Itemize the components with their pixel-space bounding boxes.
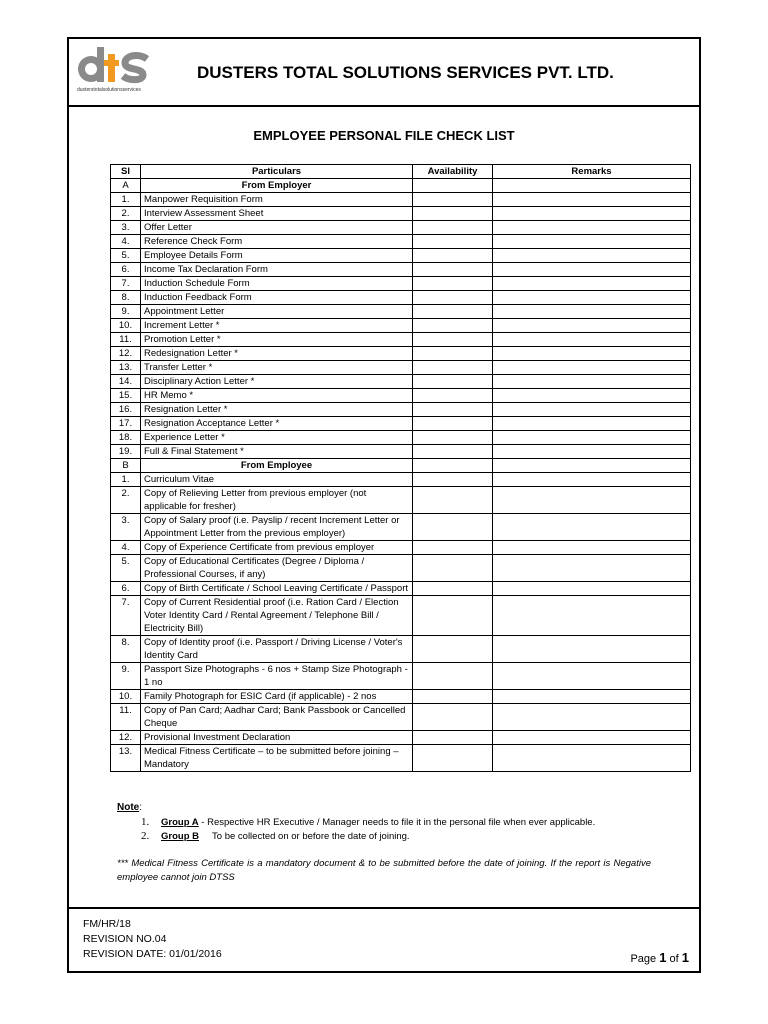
- availability-cell: [413, 361, 493, 375]
- table-row: [111, 704, 691, 731]
- row-number: 10.: [111, 319, 141, 333]
- availability-cell: [413, 487, 493, 514]
- page-indicator: Page 1 of 1: [630, 950, 689, 965]
- row-particulars: Promotion Letter *: [141, 333, 413, 347]
- row-particulars: Copy of Identity proof (i.e. Passport / Driving License / Voter's Identity Card: [141, 636, 413, 663]
- section-id: A: [111, 179, 141, 193]
- section-row-employee: [111, 459, 691, 473]
- row-number: 12.: [111, 347, 141, 361]
- remarks-cell: [493, 459, 691, 473]
- availability-cell: [413, 541, 493, 555]
- row-number: 13.: [111, 745, 141, 772]
- availability-cell: [413, 690, 493, 704]
- row-number: 11.: [111, 704, 141, 731]
- remarks-cell: [493, 235, 691, 249]
- remarks-cell: [493, 514, 691, 541]
- row-number: 17.: [111, 417, 141, 431]
- row-particulars: Family Photograph for ESIC Card (if applicable) - 2 nos: [141, 690, 413, 704]
- row-number: 12.: [111, 731, 141, 745]
- remarks-cell: [493, 333, 691, 347]
- table-row: [111, 249, 691, 263]
- remarks-cell: [493, 263, 691, 277]
- row-particulars: Experience Letter *: [141, 431, 413, 445]
- row-number: 18.: [111, 431, 141, 445]
- remarks-cell: [493, 417, 691, 431]
- row-number: 5.: [111, 249, 141, 263]
- table-row: [111, 347, 691, 361]
- table-row: [111, 745, 691, 772]
- row-number: 5.: [111, 555, 141, 582]
- remarks-cell: [493, 291, 691, 305]
- row-particulars: Employee Details Form: [141, 249, 413, 263]
- remarks-cell: [493, 473, 691, 487]
- availability-cell: [413, 514, 493, 541]
- row-particulars: Copy of Birth Certificate / School Leaving Certificate / Passport: [141, 582, 413, 596]
- row-particulars: Resignation Acceptance Letter *: [141, 417, 413, 431]
- remarks-cell: [493, 347, 691, 361]
- remarks-cell: [493, 249, 691, 263]
- table-row: [111, 582, 691, 596]
- table-header-row: [111, 165, 691, 179]
- row-particulars: Medical Fitness Certificate – to be submitted before joining – Mandatory: [141, 745, 413, 772]
- remarks-cell: [493, 663, 691, 690]
- row-particulars: Copy of Pan Card; Aadhar Card; Bank Passbook or Cancelled Cheque: [141, 704, 413, 731]
- row-number: 13.: [111, 361, 141, 375]
- row-number: 9.: [111, 663, 141, 690]
- document-footer: [69, 907, 699, 971]
- col-sl: Sl: [111, 165, 141, 179]
- row-number: 8.: [111, 636, 141, 663]
- table-row: [111, 555, 691, 582]
- row-particulars: Increment Letter *: [141, 319, 413, 333]
- document-header: [69, 39, 699, 107]
- row-particulars: Offer Letter: [141, 221, 413, 235]
- availability-cell: [413, 375, 493, 389]
- row-particulars: Redesignation Letter *: [141, 347, 413, 361]
- table-row: [111, 417, 691, 431]
- col-remarks: Remarks: [493, 165, 691, 179]
- checklist-body: [111, 179, 691, 772]
- section-title: From Employer: [141, 179, 413, 193]
- table-row: [111, 690, 691, 704]
- row-particulars: Copy of Current Residential proof (i.e. Ration Card / Election Voter Identity Card / Rental Agreement / Telephone Bill / Electricity Bill): [141, 596, 413, 636]
- availability-cell: [413, 704, 493, 731]
- row-particulars: Copy of Experience Certificate from previous employer: [141, 541, 413, 555]
- note-label: Note:: [117, 802, 143, 813]
- availability-cell: [413, 319, 493, 333]
- row-number: 16.: [111, 403, 141, 417]
- document-frame: [67, 37, 701, 973]
- section-id: B: [111, 459, 141, 473]
- table-row: [111, 235, 691, 249]
- remarks-cell: [493, 704, 691, 731]
- document-title: EMPLOYEE PERSONAL FILE CHECK LIST: [253, 128, 515, 143]
- availability-cell: [413, 417, 493, 431]
- row-number: 11.: [111, 333, 141, 347]
- availability-cell: [413, 207, 493, 221]
- company-logo: [77, 43, 161, 97]
- remarks-cell: [493, 277, 691, 291]
- medical-footnote: *** Medical Fitness Certificate is a mandatory document & to be submitted before the date of joining. If the report is Negative employee cannot join DTSS: [117, 858, 651, 883]
- company-name: DUSTERS TOTAL SOLUTIONS SERVICES PVT. LTD.: [197, 63, 614, 82]
- row-particulars: Passport Size Photographs - 6 nos + Stamp Size Photograph - 1 no: [141, 663, 413, 690]
- availability-cell: [413, 333, 493, 347]
- row-particulars: Induction Schedule Form: [141, 277, 413, 291]
- section-title: From Employee: [141, 459, 413, 473]
- row-number: 10.: [111, 690, 141, 704]
- remarks-cell: [493, 221, 691, 235]
- availability-cell: [413, 249, 493, 263]
- row-particulars: Provisional Investment Declaration: [141, 731, 413, 745]
- availability-cell: [413, 663, 493, 690]
- remarks-cell: [493, 389, 691, 403]
- col-availability: Availability: [413, 165, 493, 179]
- row-particulars: Full & Final Statement *: [141, 445, 413, 459]
- row-particulars: Curriculum Vitae: [141, 473, 413, 487]
- table-row: [111, 541, 691, 555]
- table-row: [111, 596, 691, 636]
- table-row: [111, 221, 691, 235]
- availability-cell: [413, 193, 493, 207]
- availability-cell: [413, 473, 493, 487]
- table-row: [111, 473, 691, 487]
- remarks-cell: [493, 690, 691, 704]
- availability-cell: [413, 555, 493, 582]
- availability-cell: [413, 291, 493, 305]
- row-particulars: Interview Assessment Sheet: [141, 207, 413, 221]
- table-row: [111, 403, 691, 417]
- remarks-cell: [493, 179, 691, 193]
- availability-cell: [413, 582, 493, 596]
- remarks-cell: [493, 375, 691, 389]
- section-row-employer: [111, 179, 691, 193]
- row-number: 3.: [111, 514, 141, 541]
- remarks-cell: [493, 582, 691, 596]
- row-particulars: Disciplinary Action Letter *: [141, 375, 413, 389]
- availability-cell: [413, 636, 493, 663]
- remarks-cell: [493, 207, 691, 221]
- table-row: [111, 431, 691, 445]
- remarks-cell: [493, 445, 691, 459]
- row-number: 6.: [111, 582, 141, 596]
- row-particulars: Resignation Letter *: [141, 403, 413, 417]
- table-row: [111, 445, 691, 459]
- row-number: 9.: [111, 305, 141, 319]
- availability-cell: [413, 731, 493, 745]
- availability-cell: [413, 596, 493, 636]
- row-number: 1.: [111, 193, 141, 207]
- remarks-cell: [493, 403, 691, 417]
- availability-cell: [413, 263, 493, 277]
- table-row: [111, 375, 691, 389]
- row-number: 3.: [111, 221, 141, 235]
- availability-cell: [413, 431, 493, 445]
- table-row: [111, 389, 691, 403]
- remarks-cell: [493, 487, 691, 514]
- remarks-cell: [493, 193, 691, 207]
- row-number: 8.: [111, 291, 141, 305]
- table-row: [111, 361, 691, 375]
- form-number: FM/HR/18: [83, 918, 131, 930]
- availability-cell: [413, 403, 493, 417]
- col-particulars: Particulars: [141, 165, 413, 179]
- row-particulars: Transfer Letter *: [141, 361, 413, 375]
- table-row: [111, 514, 691, 541]
- table-row: [111, 277, 691, 291]
- row-number: 14.: [111, 375, 141, 389]
- table-row: [111, 263, 691, 277]
- row-number: 7.: [111, 277, 141, 291]
- availability-cell: [413, 305, 493, 319]
- table-row: [111, 636, 691, 663]
- table-row: [111, 731, 691, 745]
- checklist-table: [110, 164, 691, 772]
- revision-number: REVISION NO.04: [83, 933, 167, 945]
- logo-tagline: dusterstotalsolutionsservices: [77, 87, 141, 93]
- row-particulars: Copy of Educational Certificates (Degree / Diploma / Professional Courses, if any): [141, 555, 413, 582]
- row-number: 19.: [111, 445, 141, 459]
- table-row: [111, 305, 691, 319]
- note-item: 2. Group B To be collected on or before the date of joining.: [141, 830, 410, 842]
- remarks-cell: [493, 541, 691, 555]
- revision-date: REVISION DATE: 01/01/2016: [83, 948, 222, 960]
- row-particulars: Manpower Requisition Form: [141, 193, 413, 207]
- remarks-cell: [493, 319, 691, 333]
- remarks-cell: [493, 596, 691, 636]
- row-number: 4.: [111, 541, 141, 555]
- note-item: 1. Group A - Respective HR Executive / Manager needs to file it in the personal file when ever applicable.: [141, 816, 596, 828]
- row-particulars: Income Tax Declaration Form: [141, 263, 413, 277]
- table-row: [111, 333, 691, 347]
- table-row: [111, 291, 691, 305]
- remarks-cell: [493, 431, 691, 445]
- row-number: 2.: [111, 487, 141, 514]
- dts-logo-icon: [77, 43, 161, 87]
- remarks-cell: [493, 305, 691, 319]
- availability-cell: [413, 347, 493, 361]
- table-row: [111, 319, 691, 333]
- row-number: 6.: [111, 263, 141, 277]
- table-row: [111, 193, 691, 207]
- availability-cell: [413, 277, 493, 291]
- remarks-cell: [493, 636, 691, 663]
- note-list: [141, 816, 595, 844]
- row-particulars: Induction Feedback Form: [141, 291, 413, 305]
- row-particulars: Copy of Relieving Letter from previous employer (not applicable for fresher): [141, 487, 413, 514]
- row-particulars: Reference Check Form: [141, 235, 413, 249]
- remarks-cell: [493, 745, 691, 772]
- availability-cell: [413, 445, 493, 459]
- table-row: [111, 207, 691, 221]
- remarks-cell: [493, 731, 691, 745]
- row-particulars: HR Memo *: [141, 389, 413, 403]
- availability-cell: [413, 459, 493, 473]
- remarks-cell: [493, 555, 691, 582]
- row-number: 2.: [111, 207, 141, 221]
- row-number: 4.: [111, 235, 141, 249]
- row-number: 7.: [111, 596, 141, 636]
- availability-cell: [413, 389, 493, 403]
- row-particulars: Appointment Letter: [141, 305, 413, 319]
- availability-cell: [413, 235, 493, 249]
- availability-cell: [413, 745, 493, 772]
- row-number: 15.: [111, 389, 141, 403]
- table-row: [111, 487, 691, 514]
- remarks-cell: [493, 361, 691, 375]
- table-row: [111, 663, 691, 690]
- availability-cell: [413, 179, 493, 193]
- row-number: 1.: [111, 473, 141, 487]
- availability-cell: [413, 221, 493, 235]
- row-particulars: Copy of Salary proof (i.e. Payslip / recent Increment Letter or Appointment Letter from the previous employer): [141, 514, 413, 541]
